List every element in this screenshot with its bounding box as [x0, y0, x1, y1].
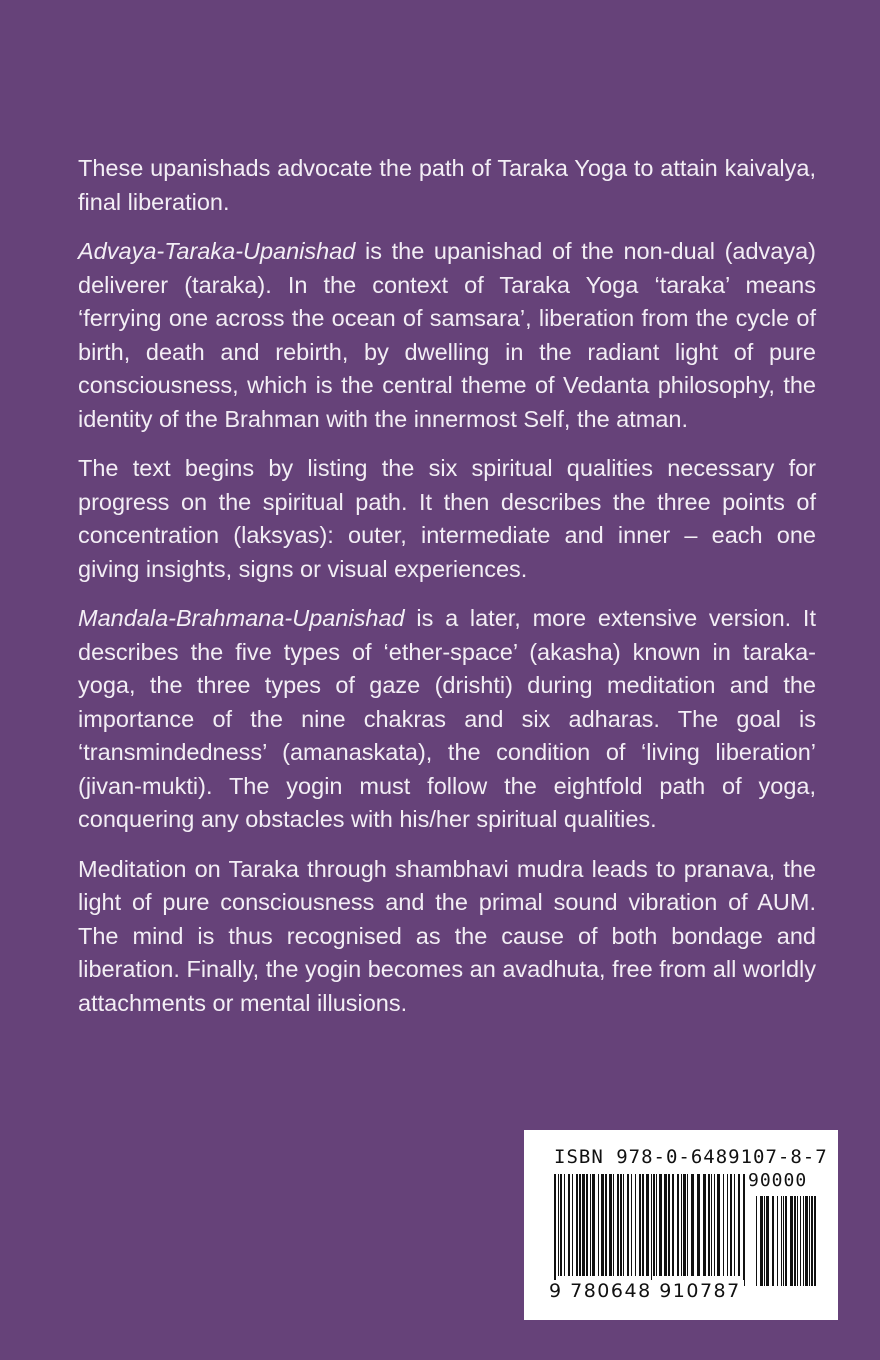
addon-bar: [772, 1196, 774, 1286]
barcode-bar: [668, 1174, 670, 1276]
barcode-bar: [711, 1174, 712, 1276]
barcode-bar: [631, 1174, 632, 1276]
barcode-bar: [586, 1174, 588, 1276]
addon-bar: [790, 1196, 793, 1286]
barcode-bar: [582, 1174, 585, 1276]
barcode-bar: [738, 1174, 740, 1276]
addon-bar: [814, 1196, 816, 1286]
paragraph-meditation: Meditation on Taraka through shambhavi mudra leads to pranava, the light of pure consciousness and the primal sound vibration of AUM. The mind is thus recognised as the cause of both bondage and liberation. Finally, the yogin becomes an avadhuta, free from all worldly attachments or mental illusions.: [78, 855, 816, 1016]
addon-bar: [777, 1196, 778, 1286]
barcode-bar: [627, 1174, 629, 1276]
barcode-bar: [672, 1174, 674, 1276]
barcode-bar: [592, 1174, 595, 1276]
barcode-bar: [598, 1174, 599, 1276]
addon-bar: [781, 1196, 782, 1286]
barcode-bar: [560, 1174, 562, 1276]
isbn-label: ISBN 978-0-6489107-8-7: [554, 1146, 828, 1168]
barcode-panel: [524, 1130, 838, 1320]
barcode-bar: [677, 1174, 679, 1276]
barcode-bar: [605, 1174, 607, 1276]
barcode-bar: [717, 1174, 720, 1276]
barcode-bar: [554, 1174, 556, 1286]
barcode-bar: [659, 1174, 662, 1276]
barcode-bar: [651, 1174, 652, 1286]
barcode-bar: [723, 1174, 724, 1276]
barcode-bar: [639, 1174, 641, 1276]
barcode-bar: [691, 1174, 694, 1276]
barcode-bar: [613, 1174, 614, 1276]
addon-bar: [800, 1196, 801, 1286]
paragraph-advaya: [78, 235, 816, 436]
addon-bar: [760, 1196, 763, 1286]
mandala-body: is a later, more extensive version. It describes the five types of ‘ether-space’ (akasha) known in taraka-yoga, the three types of gaze (drishti) during meditation and the importance of the nine chakras and six adharas. The goal is ‘transmindedness’ (amanaskata), the condition of ‘living liberation’ (jivan-mukti). The yogin must follow the eightfold path of yoga, conquering any obstacles with his/her spiritual qualities.: [78, 605, 816, 832]
addon-bar: [794, 1196, 796, 1286]
mandala-title: Mandala-Brahmana-Upanishad: [78, 605, 405, 631]
addon-bar: [805, 1196, 808, 1286]
barcode-bar: [687, 1174, 688, 1276]
addon-bar: [803, 1196, 804, 1286]
barcode-bar: [743, 1174, 745, 1286]
barcode-bar: [646, 1174, 649, 1276]
barcode-bars: [554, 1174, 818, 1294]
barcode-bar: [664, 1174, 667, 1276]
addon-bar: [756, 1196, 757, 1286]
barcode-bar: [697, 1174, 700, 1276]
price-code: 90000: [748, 1170, 808, 1191]
barcode-bar: [656, 1174, 657, 1276]
barcode-bar: [579, 1174, 581, 1276]
addon-bar: [783, 1196, 784, 1286]
barcode-bar: [642, 1174, 644, 1276]
advaya-title: Advaya-Taraka-Upanishad: [78, 238, 356, 264]
paragraph-mandala: [78, 602, 816, 837]
barcode-bar: [681, 1174, 682, 1276]
barcode-bar: [635, 1174, 636, 1276]
addon-bar: [811, 1196, 813, 1286]
barcode-bar: [730, 1174, 732, 1276]
paragraph-intro: These upanishads advocate the path of Taraka Yoga to attain kaivalya, final liberation.: [78, 155, 816, 215]
barcode-bar: [609, 1174, 612, 1276]
barcode-bar: [564, 1174, 565, 1276]
blurb-text: [78, 152, 816, 1036]
barcode-bar: [703, 1174, 706, 1276]
barcode-bar: [727, 1174, 728, 1276]
barcode-bar: [590, 1174, 591, 1276]
addon-bar: [785, 1196, 787, 1286]
barcode-bar: [601, 1174, 604, 1276]
addon-bar: [797, 1196, 798, 1286]
barcode-bar: [734, 1174, 735, 1276]
ean-digits: 9 780648 910787: [546, 1280, 744, 1302]
barcode-bar: [708, 1174, 710, 1276]
addon-bar: [766, 1196, 769, 1286]
advaya-body: is the upanishad of the non-dual (advaya) deliverer (taraka). In the context of Taraka Yoga ‘taraka’ means ‘ferrying one across the ocean of samsara’, liberation from the cycle of birth, death and rebirth, by dwelling in the radiant light of pure consciousness, which is the central theme of Vedanta philosophy, the identity of the Brahman with the innermost Self, the atman.: [78, 238, 816, 432]
barcode-bar: [623, 1174, 624, 1276]
barcode-bar: [653, 1174, 655, 1276]
barcode-bar: [620, 1174, 622, 1276]
barcode-bar: [572, 1174, 573, 1276]
addon-bar: [764, 1196, 765, 1286]
paragraph-qualities: The text begins by listing the six spiritual qualities necessary for progress on the spiritual path. It then describes the three points of concentration (laksyas): outer, intermediate and inner – each one giving insights, signs or visual experiences.: [78, 455, 816, 582]
barcode-bar: [568, 1174, 570, 1276]
barcode-bar: [714, 1174, 715, 1276]
barcode-bar: [683, 1174, 686, 1276]
barcode-bar: [617, 1174, 619, 1276]
addon-bar: [809, 1196, 810, 1286]
barcode-bar: [558, 1174, 559, 1276]
barcode-bar: [576, 1174, 578, 1276]
